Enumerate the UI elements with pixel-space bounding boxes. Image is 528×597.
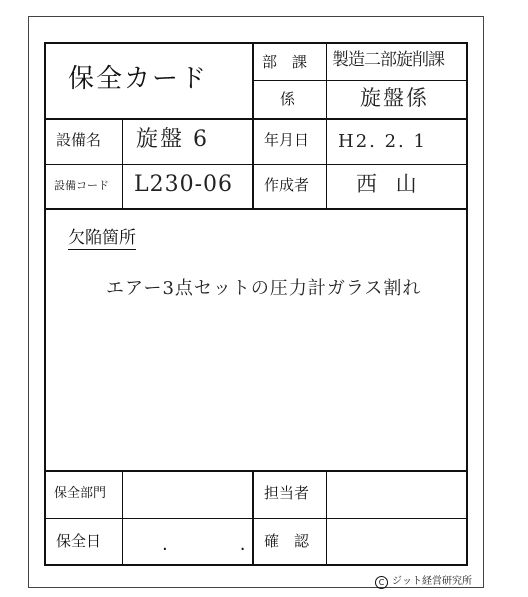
copyright-symbol: C [375, 576, 388, 589]
rule-defect-bottom [46, 470, 466, 472]
defect-label: 欠陥箇所 [68, 228, 136, 248]
dept-value: 製造二部旋削課 [332, 50, 444, 70]
defect-description: エアー3点セットの圧力計ガラス割れ [106, 278, 422, 299]
rule-col-left-top [122, 118, 123, 208]
maintenance-card [44, 42, 468, 566]
section-value: 旋盤係 [360, 86, 429, 110]
person-label: 担当者 [264, 484, 310, 502]
rule-defect-top [46, 208, 466, 210]
date-label: 年月日 [264, 131, 310, 149]
section-label: 係 [280, 90, 296, 108]
author-value: 西 山 [356, 172, 423, 196]
date-value: H2. 2. 1 [338, 131, 427, 152]
rule-col-mid-top [252, 44, 254, 208]
author-label: 作成者 [264, 176, 310, 194]
rule-header-bottom [46, 118, 466, 120]
rule-row2 [46, 164, 466, 165]
rule-footer-mid [46, 518, 466, 519]
copyright-text: ジット経営研究所 [392, 576, 472, 587]
equipment-code-label: 設備コード [54, 179, 109, 192]
card-title: 保全カード [68, 64, 209, 94]
maint-dept-label: 保全部門 [54, 486, 107, 501]
equipment-name-label: 設備名 [56, 131, 102, 149]
confirm-label: 確 認 [264, 532, 310, 550]
rule-col-right-bottom [326, 470, 327, 564]
copyright-notice [375, 572, 472, 589]
rule-header-mid [252, 80, 468, 81]
rule-col-left-bottom [122, 470, 123, 564]
equipment-name-value: 旋盤 6 [136, 127, 209, 152]
dept-label: 部 課 [262, 53, 308, 71]
maint-date-value: . . [162, 534, 258, 555]
maint-date-label: 保全日 [56, 532, 102, 550]
equipment-code-value: L230-06 [134, 172, 234, 197]
rule-col-right-top [326, 44, 327, 208]
